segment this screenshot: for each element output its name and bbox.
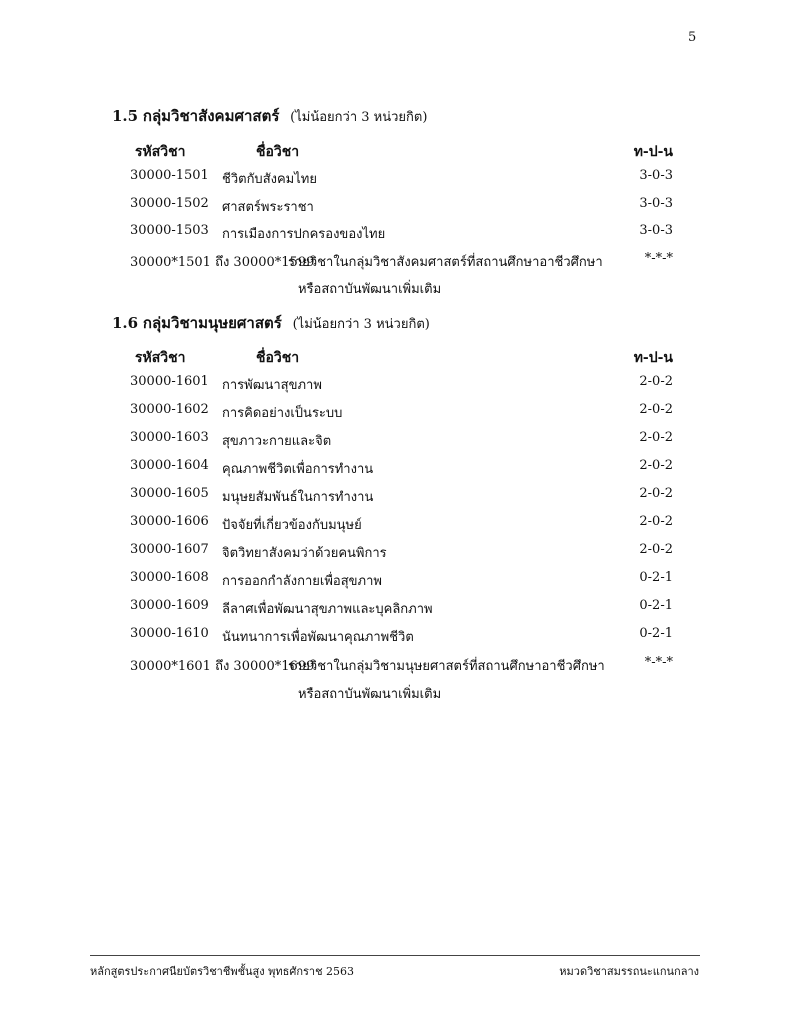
course-row: [0, 430, 791, 452]
column-header-code: รหัสวิชา: [135, 350, 186, 366]
column-header-credit: ท-ป-น: [633, 350, 673, 366]
course-name: การออกกำลังกายเพื่อสุขภาพ: [222, 574, 382, 589]
course-range-name-continued: หรือสถาบันพัฒนาเพิ่มเติม: [298, 282, 442, 297]
course-row: [0, 486, 791, 508]
course-code: 30000-1610: [130, 626, 209, 641]
course-row: [0, 570, 791, 592]
course-credit: 0-2-1: [639, 626, 673, 641]
course-credit: 2-0-2: [639, 374, 673, 389]
course-name: จิตวิทยาสังคมว่าด้วยคนพิการ: [222, 546, 387, 561]
course-credit: 2-0-2: [639, 514, 673, 529]
course-name: ศาสตร์พระราชา: [222, 200, 314, 215]
course-range-row: [0, 655, 791, 677]
section-note: (ไม่น้อยกว่า 3 หน่วยกิต): [290, 110, 428, 125]
course-credit: 2-0-2: [639, 486, 673, 501]
section-note: (ไม่น้อยกว่า 3 หน่วยกิต): [292, 317, 430, 332]
course-name: ลีลาศเพื่อพัฒนาสุขภาพและบุคลิกภาพ: [222, 602, 433, 617]
footer-divider: [90, 955, 700, 956]
course-code: 30000-1609: [130, 598, 209, 613]
course-name: นันทนาการเพื่อพัฒนาคุณภาพชีวิต: [222, 630, 414, 645]
course-name: คุณภาพชีวิตเพื่อการทำงาน: [222, 462, 374, 477]
course-credit: 3-0-3: [639, 196, 673, 211]
section-number: 1.6: [112, 314, 139, 332]
course-credit: 0-2-1: [639, 570, 673, 585]
course-row: [0, 542, 791, 564]
course-credit: 3-0-3: [639, 223, 673, 238]
course-code: 30000-1605: [130, 486, 209, 501]
course-name: การคิดอย่างเป็นระบบ: [222, 406, 343, 421]
course-row: [0, 374, 791, 396]
course-credit: 3-0-3: [639, 168, 673, 183]
section-heading-1-5: [112, 104, 427, 128]
course-code: 30000-1604: [130, 458, 209, 473]
section-number: 1.5: [112, 107, 139, 125]
course-row: [0, 402, 791, 424]
course-row: [0, 626, 791, 648]
course-row: [0, 598, 791, 620]
course-row: [0, 514, 791, 536]
course-row: [0, 458, 791, 480]
course-code: 30000-1602: [130, 402, 209, 417]
course-range-credit: *-*-*: [644, 251, 673, 266]
course-range-name-continued: หรือสถาบันพัฒนาเพิ่มเติม: [298, 687, 442, 702]
course-code: 30000-1501: [130, 168, 209, 183]
course-row: [0, 196, 791, 218]
course-credit: 0-2-1: [639, 598, 673, 613]
page-number: 5: [688, 30, 697, 45]
course-code: 30000-1607: [130, 542, 209, 557]
course-range-code: 30000*1501 ถึง 30000*1599: [130, 255, 315, 270]
course-range-row: [0, 251, 791, 273]
course-code: 30000-1606: [130, 514, 209, 529]
course-name: สุขภาวะกายและจิต: [222, 434, 332, 449]
column-header-name: ชื่อวิชา: [256, 144, 300, 160]
section-title: กลุ่มวิชามนุษยศาสตร์: [142, 314, 282, 332]
footer-category-title: หมวดวิชาสมรรถนะแกนกลาง: [559, 965, 699, 978]
course-name: ปัจจัยที่เกี่ยวข้องกับมนุษย์: [222, 518, 362, 533]
course-range-code: 30000*1601 ถึง 30000*1699: [130, 659, 315, 674]
footer-curriculum-title: หลักสูตรประกาศนียบัตรวิชาชีพชั้นสูง พุทธศักราช 2563: [90, 965, 355, 978]
course-credit: 2-0-2: [639, 458, 673, 473]
column-header-credit: ท-ป-น: [633, 144, 673, 160]
course-code: 30000-1502: [130, 196, 209, 211]
course-name: ชีวิตกับสังคมไทย: [222, 172, 317, 187]
course-code: 30000-1503: [130, 223, 209, 238]
course-name: มนุษยสัมพันธ์ในการทำงาน: [222, 490, 374, 505]
course-range-name: รายวิชาในกลุ่มวิชามนุษยศาสตร์ที่สถานศึกษาอาชีวศึกษา: [288, 659, 605, 674]
course-row: [0, 168, 791, 190]
section-title: กลุ่มวิชาสังคมศาสตร์: [142, 107, 280, 125]
course-credit: 2-0-2: [639, 430, 673, 445]
section-heading-1-6: [112, 311, 430, 335]
course-code: 30000-1608: [130, 570, 209, 585]
course-credit: 2-0-2: [639, 542, 673, 557]
course-code: 30000-1601: [130, 374, 209, 389]
course-range-name: รายวิชาในกลุ่มวิชาสังคมศาสตร์ที่สถานศึกษาอาชีวศึกษา: [288, 255, 603, 270]
course-range-credit: *-*-*: [644, 655, 673, 670]
course-name: การพัฒนาสุขภาพ: [222, 378, 322, 393]
course-name: การเมืองการปกครองของไทย: [222, 227, 386, 242]
column-header-name: ชื่อวิชา: [256, 350, 300, 366]
course-credit: 2-0-2: [639, 402, 673, 417]
course-row: [0, 223, 791, 245]
course-code: 30000-1603: [130, 430, 209, 445]
column-header-code: รหัสวิชา: [135, 144, 186, 160]
